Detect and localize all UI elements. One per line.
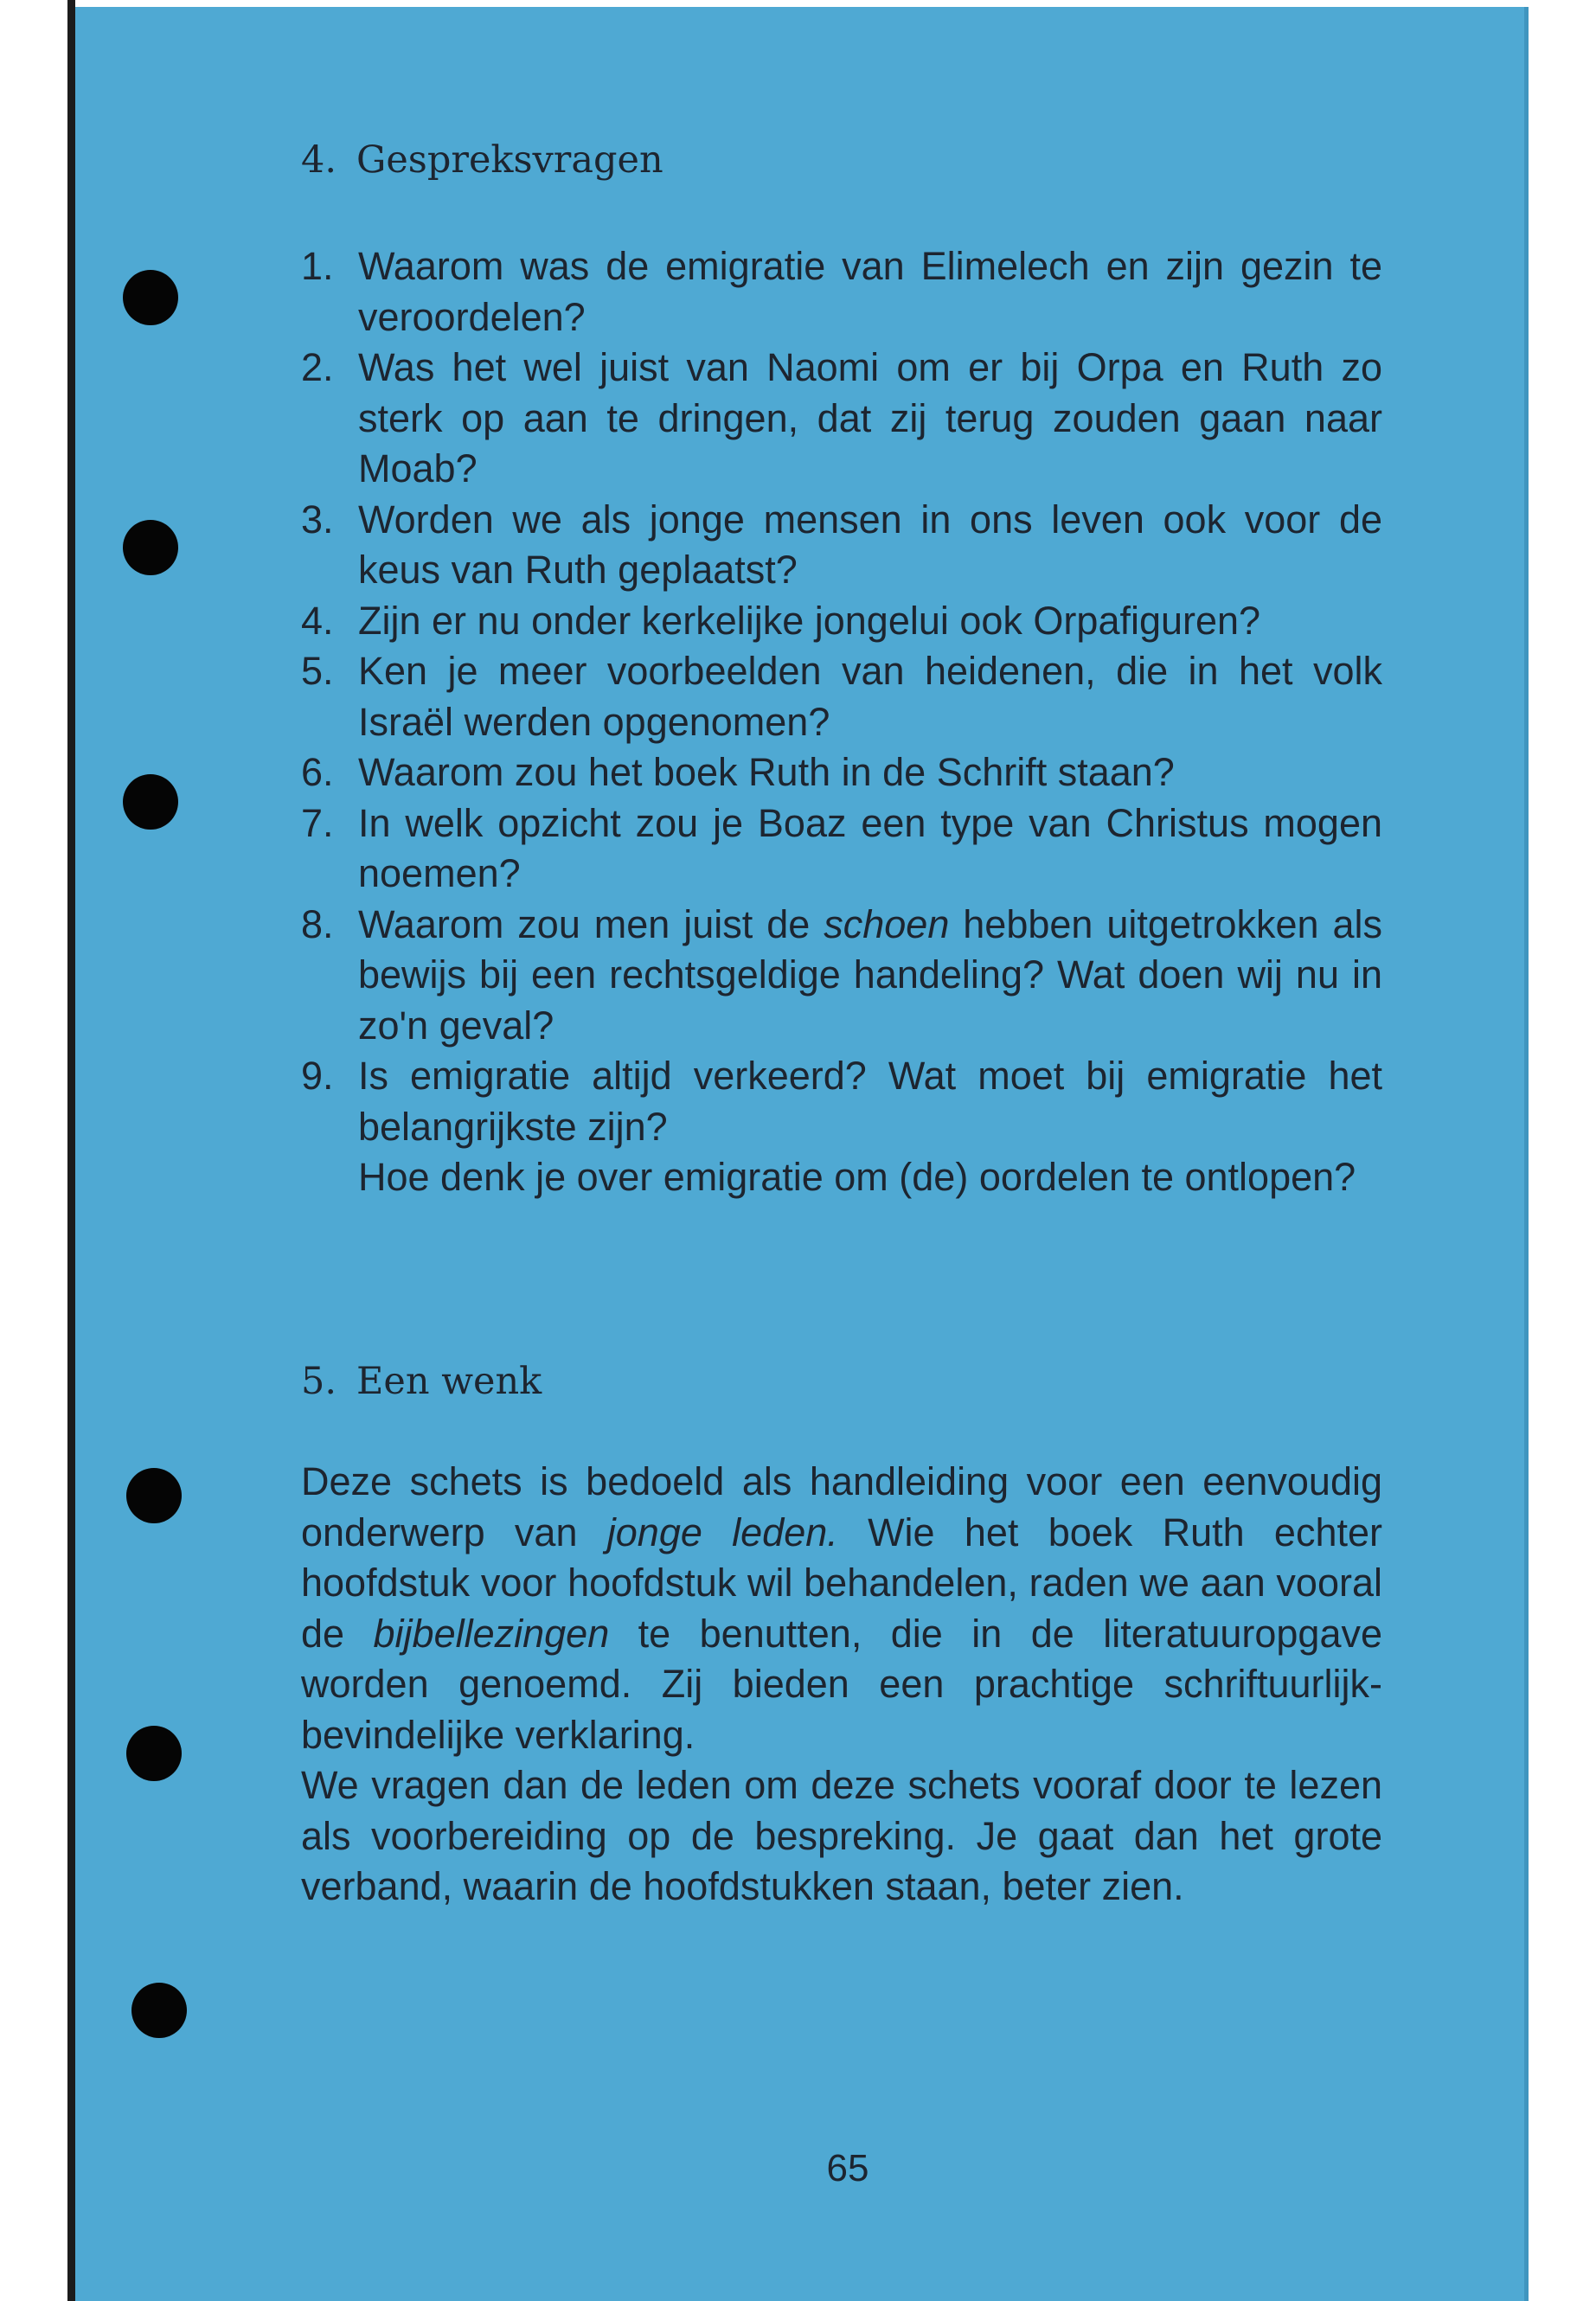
section-number: 4.: [301, 138, 337, 182]
emphasis-jonge-leden: jonge leden.: [606, 1509, 838, 1554]
hint-text: Wie het boek Ruth echter hoofdstuk voor hoofdstuk wil behandelen, raden we aan vooral de: [301, 1509, 1382, 1656]
list-item: [301, 798, 1382, 900]
question-number: 4.: [301, 598, 334, 643]
section-number: 5.: [301, 1360, 337, 1403]
section-heading-gespreksvragen: [301, 138, 663, 182]
list-item: [301, 495, 1382, 596]
page-number: 65: [826, 2147, 869, 2189]
question-number: 6.: [301, 750, 334, 794]
question-number: 5.: [301, 649, 334, 693]
punch-hole: [123, 774, 178, 830]
list-item: [301, 747, 1382, 798]
section-title: Gespreksvragen: [356, 138, 663, 182]
punch-hole: [123, 520, 178, 575]
question-text-part: Waarom zou men juist de: [358, 901, 824, 946]
hint-text: te benutten, die in de literatuuropgave worden genoemd. Zij bieden een prachtige schriftuurlijk-bevindelijke verklaring.: [301, 1611, 1382, 1757]
hint-paragraph: [301, 1457, 1382, 1760]
question-text-line: Is emigratie altijd verkeerd? Wat moet bij emigratie het belangrijkste zijn?: [358, 1054, 1382, 1149]
question-text: Was het wel juist van Naomi om er bij Orpa en Ruth zo sterk op aan te dringen, dat zij terug zouden gaan naar Moab?: [358, 345, 1382, 490]
hint-body: [301, 1457, 1382, 1913]
punch-hole: [131, 1983, 187, 2038]
question-text: [358, 900, 1382, 1052]
section-heading-een-wenk: [301, 1360, 542, 1403]
list-item: [301, 900, 1382, 1052]
question-text: In welk opzicht zou je Boaz een type van Christus mogen noemen?: [358, 800, 1382, 895]
question-number: 2.: [301, 345, 334, 389]
question-list: [301, 241, 1382, 1203]
question-text: Worden we als jonge mensen in ons leven ook voor de keus van Ruth geplaatst?: [358, 497, 1382, 592]
hint-text: Deze schets is bedoeld als handleiding voor een eenvoudig onderwerp van: [301, 1459, 1382, 1554]
question-number: 3.: [301, 497, 334, 542]
question-text: Ken je meer voorbeelden van heidenen, die in het volk Israël werden opgenomen?: [358, 649, 1382, 744]
list-item: [301, 1051, 1382, 1203]
emphasis-schoen: schoen: [824, 901, 950, 946]
emphasis-bijbellezingen: bijbellezingen: [373, 1611, 610, 1656]
binding-edge: [67, 0, 75, 2301]
punch-hole: [126, 1726, 182, 1781]
question-number: 9.: [301, 1054, 334, 1098]
question-text: Waarom was de emigratie van Elimelech en zijn gezin te veroordelen?: [358, 244, 1382, 339]
question-text-line: Hoe denk je over emigratie om (de) oordelen te ontlopen?: [358, 1155, 1356, 1199]
punch-hole: [123, 270, 178, 325]
question-number: 8.: [301, 901, 334, 946]
list-item: [301, 343, 1382, 495]
question-number: 1.: [301, 244, 334, 288]
question-text-part: hebben uitgetrokken als bewijs bij een rechtsgeldige handeling? Wat doen wij nu in zo'n geval?: [358, 901, 1382, 1048]
question-text: Zijn er nu onder kerkelijke jongelui ook Orpafiguren?: [358, 598, 1261, 643]
question-text: [358, 1051, 1382, 1203]
question-number: 7.: [301, 800, 334, 845]
list-item: [301, 241, 1382, 343]
list-item: [301, 596, 1382, 647]
punch-hole: [126, 1468, 182, 1523]
list-item: [301, 646, 1382, 747]
hint-paragraph: We vragen dan de leden om deze schets vooraf door te lezen als voorbereiding op de bespreking. Je gaat dan het grote verband, waarin de hoofdstukken staan, beter zien.: [301, 1763, 1382, 1908]
question-text: Waarom zou het boek Ruth in de Schrift staan?: [358, 750, 1175, 794]
section-title: Een wenk: [356, 1360, 542, 1403]
